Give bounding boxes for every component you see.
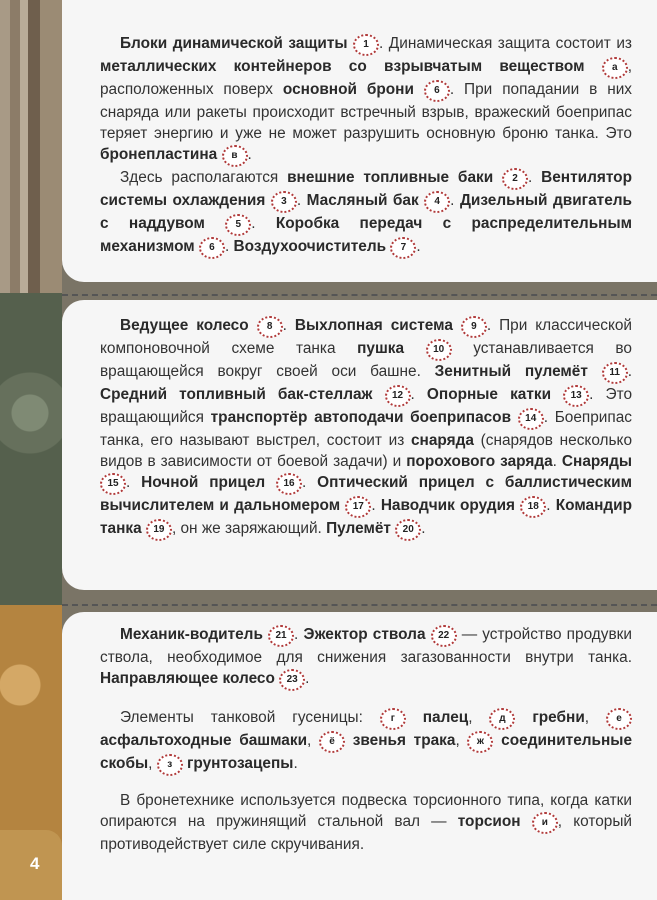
callout-badge: з — [157, 754, 183, 776]
paragraph-driver-parts: Механик-водитель 21 . Эжектор ствола 22 — устройство продувки ствола, необходимое для снижения загазованности внутри танка. Направляющее колесо 23 . — [100, 624, 632, 691]
callout-badge: 15 — [100, 473, 126, 495]
callout-badge: 19 — [146, 519, 172, 541]
callout-badge: 2 — [502, 168, 528, 190]
section-1-text — [100, 33, 632, 259]
section-2-text — [100, 315, 632, 541]
callout-badge: е — [606, 708, 632, 730]
callout-badge: 1 — [353, 34, 379, 56]
callout-badge: в — [222, 145, 248, 167]
decorative-strip-top — [0, 0, 62, 293]
paragraph-torsion: В бронетехнике используется подвеска торсионного типа, когда катки опираются на пружинящий стальной вал — торсион и , который противодействует силе скручивания. — [100, 792, 632, 853]
callout-badge: ё — [319, 731, 345, 753]
callout-badge: 3 — [271, 191, 297, 213]
dashed-divider — [62, 294, 657, 296]
callout-badge: 14 — [518, 408, 544, 430]
decorative-strip-middle — [0, 293, 62, 605]
paragraph-dynamic-protection: Блоки динамической защиты 1 . Динамическая защита состоит из металлических контейнеров со взрывчатым веществом а , расположенных поверх основной брони 6 . При попадании в них снаряда или ракеты происходит встречный взрыв, вражеский боеприпас теряет энергию и уже не может разрушить основную броню танка. Это бронепластина в . — [100, 33, 632, 167]
callout-badge: а — [602, 57, 628, 79]
callout-badge: и — [532, 812, 558, 834]
callout-badge: 4 — [424, 191, 450, 213]
callout-badge: 5 — [225, 214, 251, 236]
callout-badge: 11 — [602, 362, 628, 384]
callout-badge: 8 — [257, 316, 283, 338]
callout-badge: 13 — [563, 385, 589, 407]
callout-badge: 6 — [424, 80, 450, 102]
callout-badge: 23 — [279, 669, 305, 691]
callout-badge: д — [489, 708, 515, 730]
callout-badge: 7 — [390, 237, 416, 259]
page-number: 4 — [30, 854, 40, 873]
paragraph-engine-parts: Здесь располагаются внешние топливные баки 2 . Вентилятор системы охлаждения 3 . Масляный бак 4 . Дизельный двигатель с наддувом 5 . Коробка передач с распределительным механизмом 6 . Воздухоочиститель 7 . — [100, 167, 632, 259]
callout-badge: 20 — [395, 519, 421, 541]
callout-badge: 12 — [385, 385, 411, 407]
callout-badge: 16 — [276, 473, 302, 495]
callout-badge: 21 — [268, 625, 294, 647]
paragraph-track-elements: Элементы танковой гусеницы: г палец, д гребни, е асфальтоходные башмаки, ё звенья трака, ж соединительные скобы, з грунтозацепы. — [100, 707, 632, 776]
callout-badge: 9 — [461, 316, 487, 338]
callout-badge: 6 — [199, 237, 225, 259]
callout-badge: 22 — [431, 625, 457, 647]
dashed-divider — [62, 604, 657, 606]
callout-badge: 18 — [520, 496, 546, 518]
page-number-tab — [0, 830, 62, 900]
callout-badge: 17 — [345, 496, 371, 518]
callout-badge: г — [380, 708, 406, 730]
section-track-text — [100, 707, 632, 776]
paragraph-turret-parts: Ведущее колесо 8 . Выхлопная система 9 . При классической компоновочной схеме танка пушка 10 устанавливается во вращающейся вокруг своей оси башне. Зенитный пулемёт 11 . Средний топливный бак-стеллаж 12 . Опорные катки 13 . Это вращающийся транспортёр автоподачи боеприпасов 14 . Боеприпас танка, его называют выстрел, состоит из снаряда (снарядов несколько видов в зависимости от боевой задачи) и порохового заряда. Снаряды 15 . Ночной прицел 16 . Оптический прицел с баллистическим вычислителем и дальномером 17 . Наводчик орудия 18 . Командир танка 19 , он же заряжающий. Пулемёт 20 . — [100, 315, 632, 541]
callout-badge: ж — [467, 731, 493, 753]
callout-badge: 10 — [426, 339, 452, 361]
section-suspension-text — [100, 790, 632, 855]
section-3-text — [100, 624, 632, 691]
